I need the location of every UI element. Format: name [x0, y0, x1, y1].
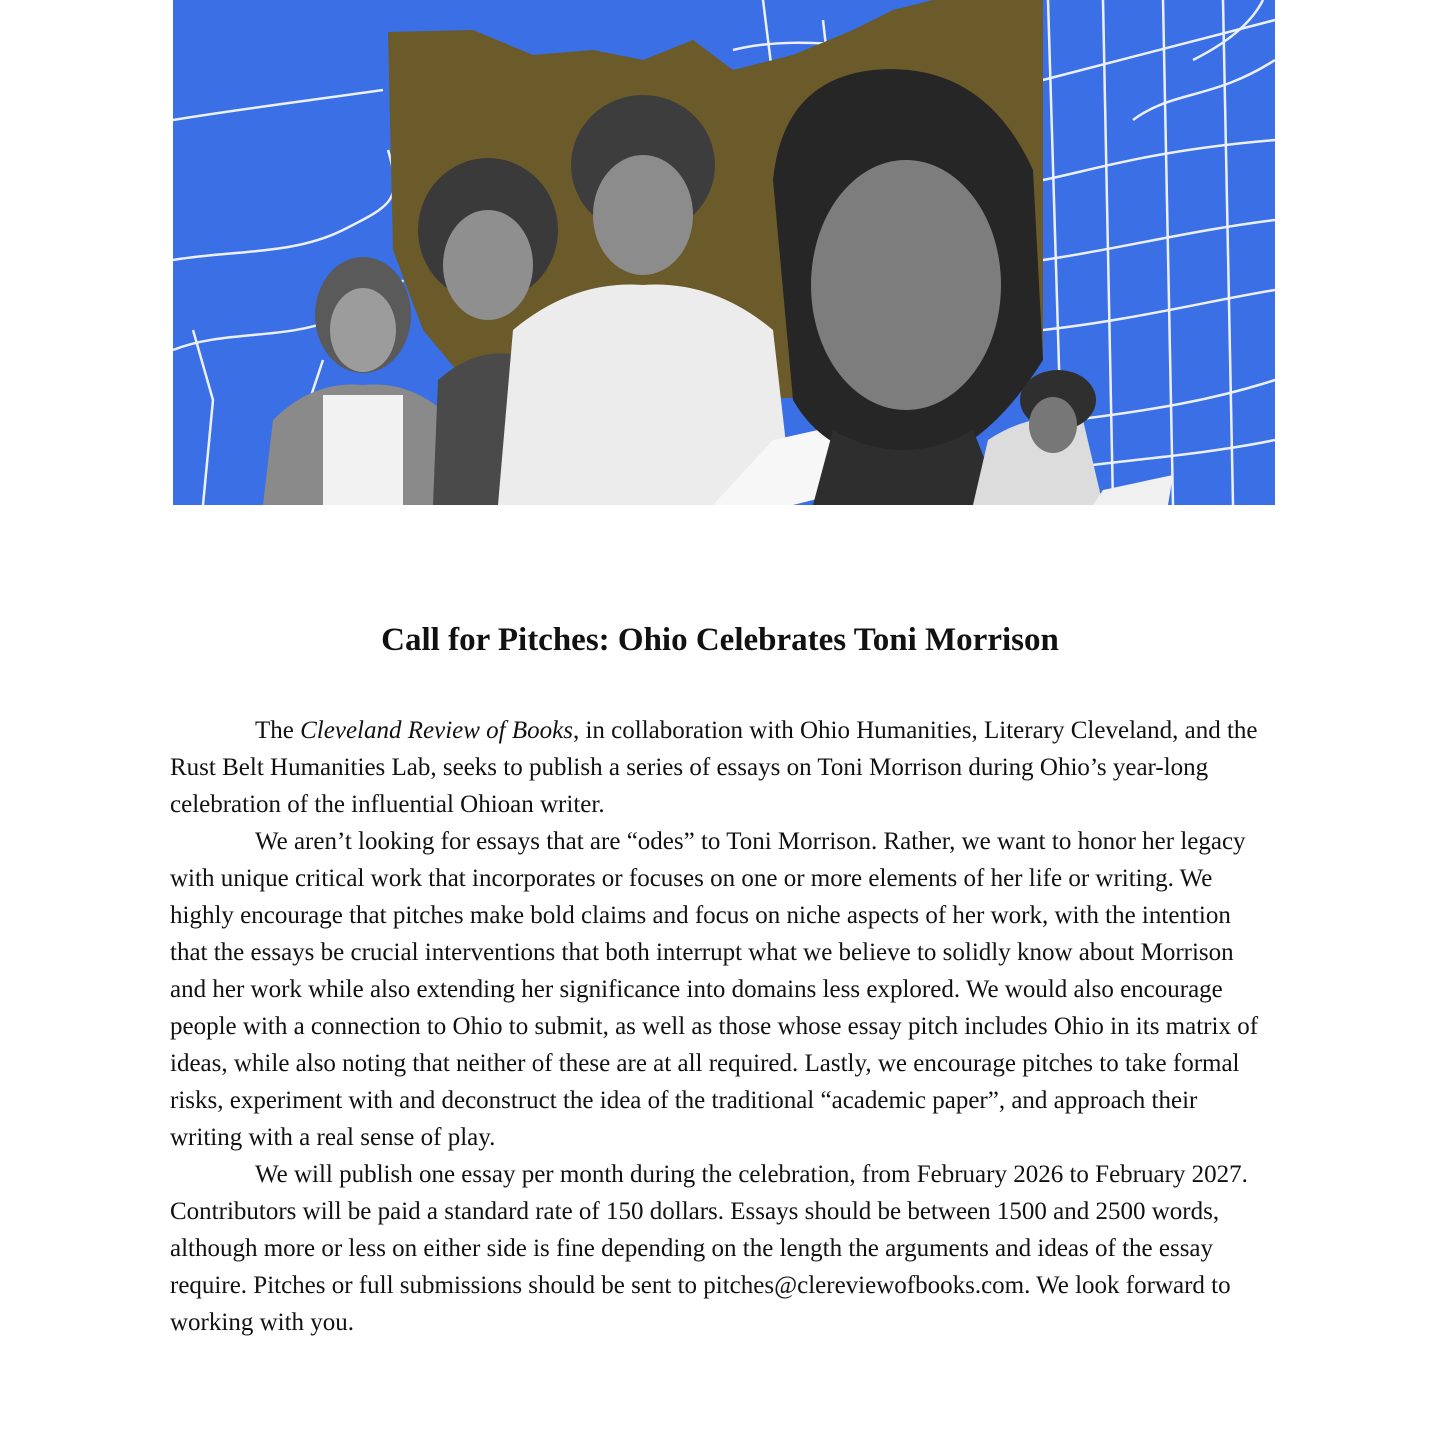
hero-collage-art: [173, 0, 1275, 505]
hero-collage: [173, 0, 1275, 505]
intro-rest: , in collaboration with Ohio Humanities, Literary Cleveland, and the Rust Belt Humanities Lab, seeks to publish a series of essays on Toni Morrison during Ohio’s year-long celebration of the influential Ohioan writer.: [170, 717, 1258, 818]
intro-lead: The: [255, 717, 301, 744]
paragraph-intro: [170, 712, 1270, 823]
paragraph-logistics: We will publish one essay per month during the celebration, from February 2026 to February 2027. Contributors will be paid a standard rate of 150 dollars. Essays should be between 1500 and 2500 words, although more or less on either side is fine depending on the length the arguments and ideas of the essay require. Pitches or full submissions should be sent to pitches@clereviewofbooks.com. We look forward to working with you.: [170, 1161, 1248, 1336]
pitch-document: [170, 618, 1270, 1341]
document-title: Call for Pitches: Ohio Celebrates Toni Morrison: [381, 622, 1059, 658]
publication-name: Cleveland Review of Books: [300, 717, 573, 744]
paragraph-criteria: We aren’t looking for essays that are “odes” to Toni Morrison. Rather, we want to honor her legacy with unique critical work that incorporates or focuses on one or more elements of her life or writing. We highly encourage that pitches make bold claims and focus on niche aspects of her work, with the intention that the essays be crucial interventions that both interrupt what we believe to solidly know about Morrison and her work while also extending her significance into domains less explored. We would also encourage people with a connection to Ohio to submit, as well as those whose essay pitch includes Ohio in its matrix of ideas, while also noting that neither of these are at all required. Lastly, we encourage pitches to take formal risks, experiment with and deconstruct the idea of the traditional “academic paper”, and approach their writing with a real sense of play.: [170, 828, 1259, 1151]
